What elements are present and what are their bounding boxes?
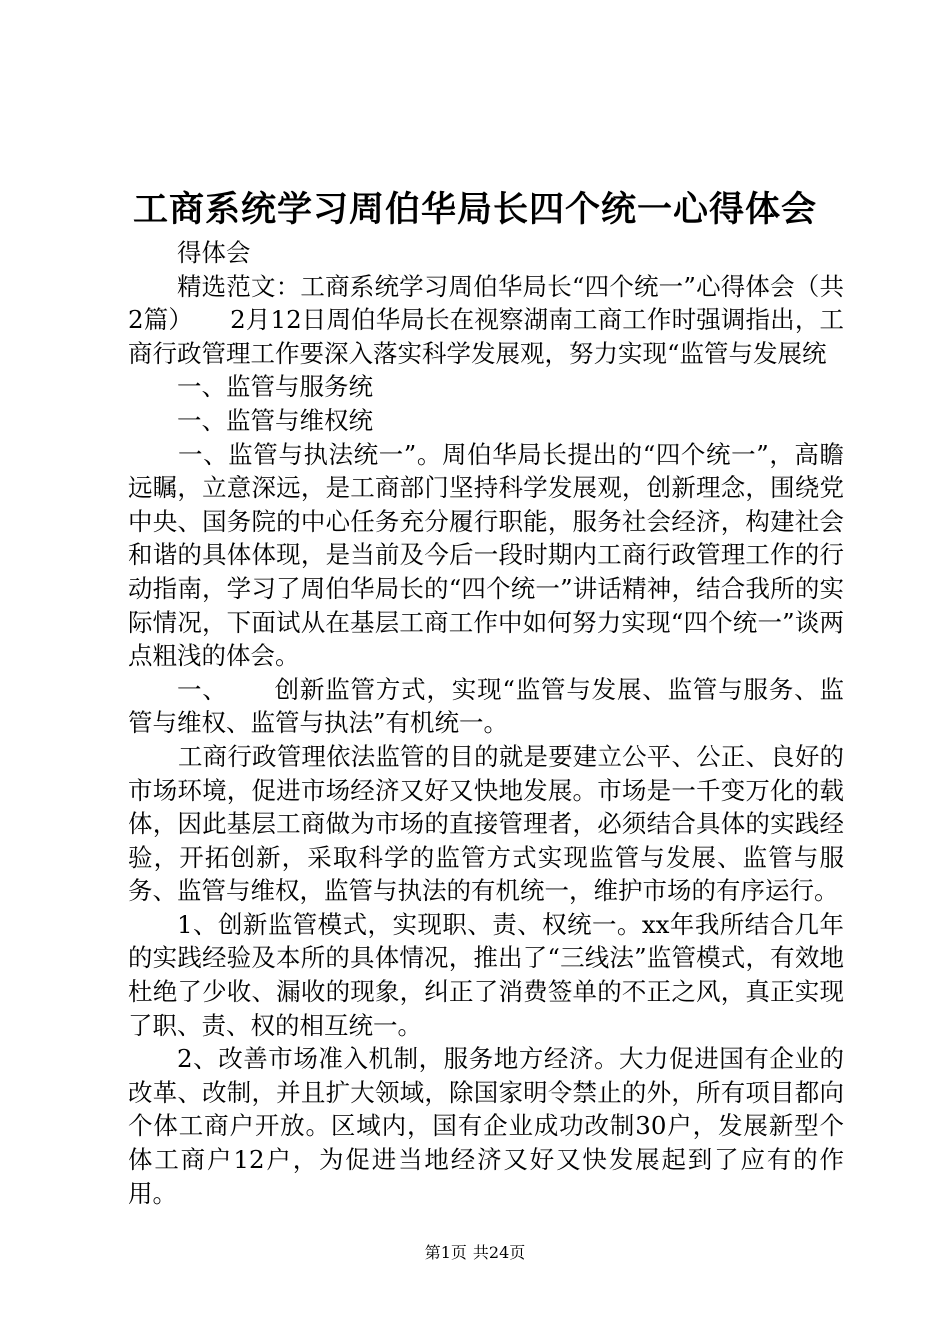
document-title: 工商系统学习周伯华局长四个统一心得体会 [132, 189, 817, 230]
paragraph-intro: 精选范文：工商系统学习周伯华局长“四个统一”心得体会（共2篇） 2月12日周伯华局长在视察湖南工商工作时强调指出，工商行政管理工作要深入落实科学发展观，努力实现“监管与发展统 [128, 271, 844, 368]
document-body [128, 236, 844, 1210]
paragraph-market-regulation: 工商行政管理依法监管的目的就是要建立公平、公正、良好的市场环境，促进市场经济又好又快地发展。市场是一千变万化的载体，因此基层工商做为市场的直接管理者，必须结合具体的实践经验，开拓创新，采取科学的监管方式实现监管与发展、监管与服务、监管与维权，监管与执法的有机统一，维护市场的有序运行。 [128, 741, 844, 906]
page-total: 共24页 [472, 1243, 526, 1262]
paragraph-section-one: 一、 创新监管方式，实现“监管与发展、监管与服务、监管与维权、监管与执法”有机统一。 [128, 674, 844, 738]
page-footer [0, 1242, 950, 1264]
page-number: 第1页 [424, 1243, 467, 1262]
paragraph-point-one: 1、创新监管模式，实现职、责、权统一。xx年我所结合几年的实践经验及本所的具体情况，推出了“三线法”监管模式，有效地杜绝了少收、漏收的现象，纠正了消费签单的不正之风，真正实现了职、责、权的相互统一。 [128, 909, 844, 1040]
paragraph-heading-rights: 一、监管与维权统 [177, 405, 373, 435]
paragraph-law-enforcement: 一、监管与执法统一”。周伯华局长提出的“四个统一”，高瞻远瞩，立意深远，是工商部门坚持科学发展观，创新理念，围绕党中央、国务院的中心任务充分履行职能，服务社会经济，构建社会和谐的具体体现，是当前及今后一段时期内工商行政管理工作的行动指南，学习了周伯华局长的“四个统一”讲话精神，结合我所的实际情况，下面试从在基层工商工作中如何努力实现“四个统一”谈两点粗浅的体会。 [128, 439, 844, 671]
paragraph-point-two: 2、改善市场准入机制，服务地方经济。大力促进国有企业的改革、改制，并且扩大领域，除国家明令禁止的外，所有项目都向个体工商户开放。区域内，国有企业成功改制30户，发展新型个体工商户12户，为促进当地经济又好又快发展起到了应有的作用。 [128, 1044, 844, 1208]
paragraph-subtitle: 得体会 [177, 238, 251, 267]
paragraph-heading-service: 一、监管与服务统 [177, 372, 373, 402]
